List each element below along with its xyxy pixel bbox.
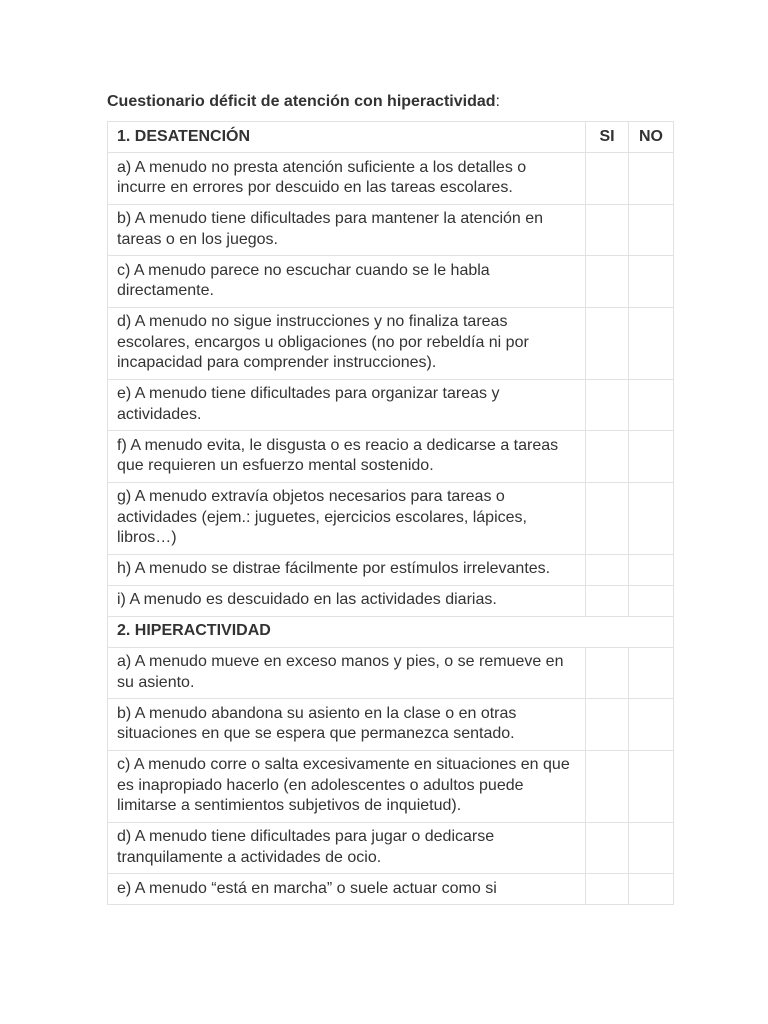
answer-cell-si[interactable] <box>586 482 629 554</box>
answer-cell-no[interactable] <box>629 379 674 431</box>
answer-cell-si[interactable] <box>586 699 629 751</box>
answer-cell-no[interactable] <box>629 256 674 308</box>
answer-cell-si[interactable] <box>586 379 629 431</box>
answer-cell-no[interactable] <box>629 482 674 554</box>
question-text: b) A menudo abandona su asiento en la clase o en otras situaciones en que se espera que permanezca sentado. <box>108 699 586 751</box>
answer-cell-no[interactable] <box>629 874 674 905</box>
answer-cell-si[interactable] <box>586 822 629 874</box>
table-row <box>108 822 674 874</box>
question-text: b) A menudo tiene dificultades para mantener la atención en tareas o en los juegos. <box>108 204 586 256</box>
questionnaire-table <box>107 121 674 905</box>
question-text: g) A menudo extravía objetos necesarios para tareas o actividades (ejem.: juguetes, ejercicios escolares, lápices, libros…) <box>108 482 586 554</box>
answer-cell-no[interactable] <box>629 307 674 379</box>
table-row <box>108 750 674 822</box>
column-header-no: NO <box>629 122 674 153</box>
question-text: c) A menudo parece no escuchar cuando se le habla directamente. <box>108 256 586 308</box>
question-text: a) A menudo no presta atención suficiente a los detalles o incurre en errores por descuido en las tareas escolares. <box>108 153 586 205</box>
answer-cell-si[interactable] <box>586 307 629 379</box>
document-title-text: Cuestionario déficit de atención con hiperactividad <box>107 93 496 110</box>
answer-cell-si[interactable] <box>586 431 629 483</box>
answer-cell-no[interactable] <box>629 699 674 751</box>
document-title-suffix: : <box>495 93 500 110</box>
answer-cell-si[interactable] <box>586 204 629 256</box>
question-text: e) A menudo “está en marcha” o suele actuar como si <box>108 874 586 905</box>
answer-cell-no[interactable] <box>629 750 674 822</box>
section-heading-hiperactividad: 2. HIPERACTIVIDAD <box>108 616 674 647</box>
document-page <box>107 91 673 905</box>
document-title <box>107 91 673 113</box>
section-header-row <box>108 616 674 647</box>
question-text: c) A menudo corre o salta excesivamente en situaciones en que es inapropiado hacerlo (en adolescentes o adultos puede limitarse a sentimientos subjetivos de inquietud). <box>108 750 586 822</box>
answer-cell-si[interactable] <box>586 874 629 905</box>
answer-cell-si[interactable] <box>586 554 629 585</box>
table-row <box>108 307 674 379</box>
question-text: e) A menudo tiene dificultades para organizar tareas y actividades. <box>108 379 586 431</box>
table-row <box>108 647 674 699</box>
answer-cell-si[interactable] <box>586 750 629 822</box>
column-header-si: SI <box>586 122 629 153</box>
question-text: h) A menudo se distrae fácilmente por estímulos irrelevantes. <box>108 554 586 585</box>
answer-cell-no[interactable] <box>629 585 674 616</box>
question-text: f) A menudo evita, le disgusta o es reacio a dedicarse a tareas que requieren un esfuerzo mental sostenido. <box>108 431 586 483</box>
table-row <box>108 482 674 554</box>
table-row <box>108 585 674 616</box>
table-row <box>108 153 674 205</box>
answer-cell-si[interactable] <box>586 256 629 308</box>
table-row <box>108 379 674 431</box>
question-text: d) A menudo no sigue instrucciones y no finaliza tareas escolares, encargos u obligaciones (no por rebeldía ni por incapacidad para comprender instrucciones). <box>108 307 586 379</box>
table-row <box>108 204 674 256</box>
table-row <box>108 874 674 905</box>
section-header-row <box>108 122 674 153</box>
table-row <box>108 554 674 585</box>
answer-cell-si[interactable] <box>586 153 629 205</box>
section-heading-desatencion: 1. DESATENCIÓN <box>108 122 586 153</box>
table-row <box>108 256 674 308</box>
question-text: d) A menudo tiene dificultades para jugar o dedicarse tranquilamente a actividades de ocio. <box>108 822 586 874</box>
answer-cell-no[interactable] <box>629 153 674 205</box>
answer-cell-no[interactable] <box>629 822 674 874</box>
answer-cell-no[interactable] <box>629 431 674 483</box>
table-row <box>108 431 674 483</box>
question-text: i) A menudo es descuidado en las actividades diarias. <box>108 585 586 616</box>
answer-cell-no[interactable] <box>629 204 674 256</box>
answer-cell-no[interactable] <box>629 647 674 699</box>
question-text: a) A menudo mueve en exceso manos y pies, o se remueve en su asiento. <box>108 647 586 699</box>
table-row <box>108 699 674 751</box>
answer-cell-no[interactable] <box>629 554 674 585</box>
answer-cell-si[interactable] <box>586 647 629 699</box>
answer-cell-si[interactable] <box>586 585 629 616</box>
